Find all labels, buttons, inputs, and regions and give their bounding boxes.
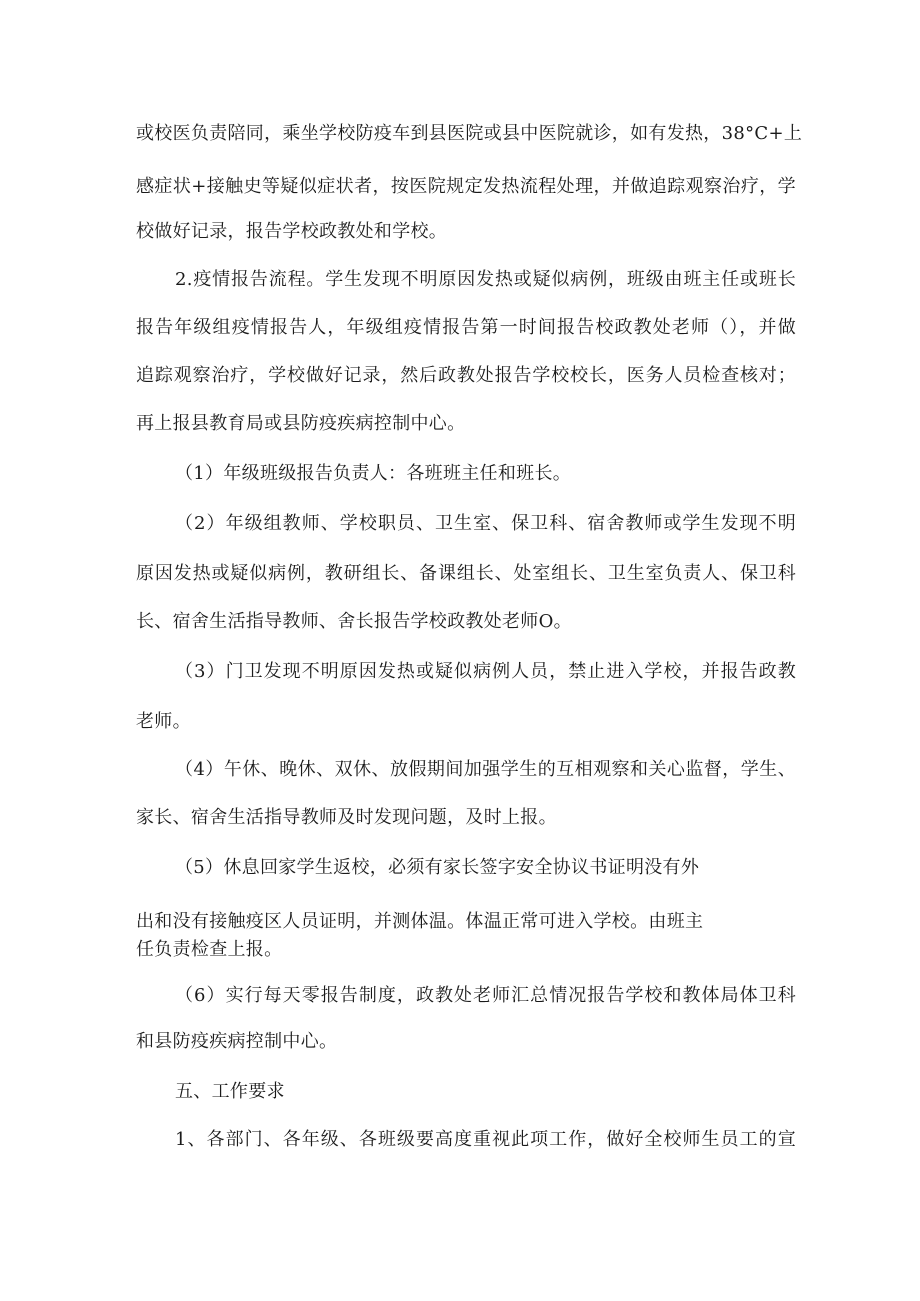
paragraph-line: 或校医负责陪同，乘坐学校防疫车到县医院或县中医院就诊，如有发热，38°C+上	[136, 123, 803, 144]
paragraph-line: 追踪观察治疗，学校做好记录，然后政教处报告学校校长，医务人员检查核对；	[136, 365, 796, 386]
paragraph-line: （6）实行每天零报告制度，政教处老师汇总情况报告学校和教体局体卫科	[175, 985, 796, 1006]
paragraph-line: （2）年级组教师、学校职员、卫生室、保卫科、宿舍教师或学生发现不明	[175, 513, 796, 534]
paragraph-line: （3）门卫发现不明原因发热或疑似病例人员，禁止进入学校，并报告政教	[175, 661, 796, 682]
paragraph-line: 家长、宿舍生活指导教师及时发现问题，及时上报。	[136, 807, 557, 828]
paragraph-line: （1）年级班级报告负责人：各班班主任和班长。	[175, 463, 572, 484]
paragraph-line: 原因发热或疑似病例，教研组长、备课组长、处室组长、卫生室负责人、保卫科	[136, 563, 796, 584]
paragraph-line: 长、宿舍生活指导教师、舍长报告学校政教处老师O。	[136, 611, 572, 632]
paragraph-line: 和县防疫疾病控制中心。	[136, 1031, 338, 1052]
paragraph-line: 报告年级组疫情报告人，年级组疫情报告第一时间报告校政教处老师（），并做	[136, 317, 796, 338]
paragraph-line: 校做好记录，报告学校政教处和学校。	[136, 221, 448, 242]
paragraph-line: 出和没有接触疫区人员证明，并测体温。体温正常可进入学校。由班主	[136, 911, 704, 932]
paragraph-line: 1、各部门、各年级、各班级要高度重视此项工作，做好全校师生员工的宣	[175, 1129, 796, 1150]
paragraph-line: 老师。	[136, 711, 191, 732]
paragraph-line: 任负责检查上报。	[136, 939, 283, 960]
section-heading: 五、工作要求	[175, 1081, 285, 1102]
paragraph-line: 再上报县教育局或县防疫疾病控制中心。	[136, 413, 466, 434]
paragraph-line: （5）休息回家学生返校，必须有家长签字安全协议书证明没有外	[175, 857, 700, 878]
paragraph-line: 感症状+接触史等疑似症状者，按医院规定发热流程处理，并做追踪观察治疗，学	[136, 176, 796, 197]
paragraph-line: （4）午休、晚休、双休、放假期间加强学生的互相观察和关心监督，学生、	[175, 759, 796, 780]
paragraph-line: 2.疫情报告流程。学生发现不明原因发热或疑似病例，班级由班主任或班长	[175, 269, 796, 290]
